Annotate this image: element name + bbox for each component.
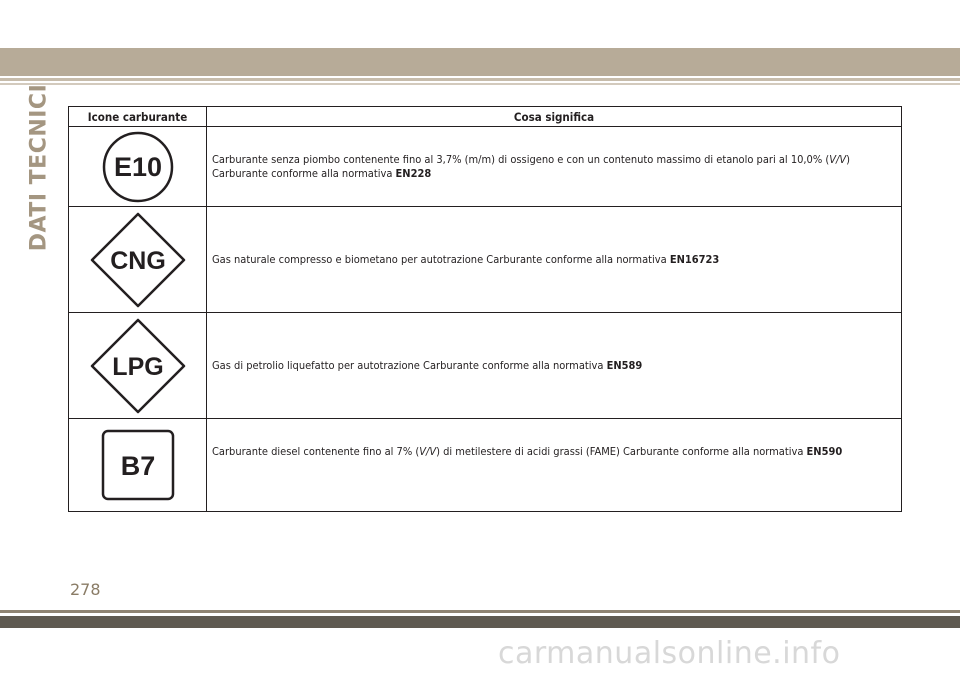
table-header-row	[69, 107, 902, 127]
e10-fuel-icon	[100, 129, 176, 205]
header-rule-thin	[0, 83, 960, 85]
watermark-text: carmanualsonline.info	[498, 636, 841, 671]
cng-fuel-icon	[88, 210, 188, 310]
lpg-fuel-icon-label: LPG	[111, 352, 164, 381]
table-row	[69, 419, 902, 512]
b7-fuel-icon	[101, 429, 175, 501]
meaning-text: Gas di petrolio liquefatto per autotrazione Carburante conforme alla normativa	[212, 358, 607, 372]
table-row	[69, 207, 902, 313]
icon-cell	[69, 313, 207, 419]
meaning-cell	[207, 313, 902, 419]
meaning-text-cont: ) Carburante conforme alla normativa	[212, 152, 851, 180]
standard-code: EN228	[395, 166, 432, 180]
table-row	[69, 313, 902, 419]
column-header-meaning: Cosa significa	[207, 107, 902, 127]
table-row	[69, 127, 902, 207]
lpg-fuel-icon	[88, 316, 188, 416]
column-header-icons: Icone carburante	[69, 107, 207, 127]
meaning-text: Gas naturale compresso e biometano per autotrazione Carburante conforme alla normativa	[212, 252, 670, 266]
header-rule	[0, 78, 960, 81]
unit-text: V/V	[829, 152, 847, 166]
icon-cell	[69, 419, 207, 512]
e10-fuel-icon-label: E10	[113, 151, 162, 182]
unit-text: V/V	[419, 445, 437, 458]
footer-band	[0, 616, 960, 628]
b7-fuel-icon-label: B7	[120, 451, 155, 481]
section-tab	[26, 83, 52, 251]
page-number: 278	[70, 580, 101, 599]
icon-cell	[69, 127, 207, 207]
standard-code: EN589	[606, 358, 643, 372]
standard-code: EN590	[806, 445, 843, 458]
meaning-text: Carburante diesel contenente fino al 7% (	[212, 445, 420, 458]
meaning-text-cont: ) di metilestere di acidi grassi (FAME) Carburante conforme alla normativa	[436, 445, 807, 458]
footer-rule	[0, 610, 960, 613]
header-band	[0, 48, 960, 76]
cng-fuel-icon-label: CNG	[109, 246, 166, 275]
standard-code: EN16723	[669, 252, 720, 266]
section-tab-label: DATI TECNICI	[26, 83, 52, 251]
fuel-icons-table	[68, 106, 902, 512]
icon-cell	[69, 207, 207, 313]
meaning-cell	[207, 207, 902, 313]
meaning-cell	[207, 419, 902, 512]
meaning-cell	[207, 127, 902, 207]
meaning-text: Carburante senza piombo contenente fino al 3,7% (m/m) di ossigeno e con un contenuto massimo di etanolo pari al 10,0% (	[212, 152, 830, 166]
